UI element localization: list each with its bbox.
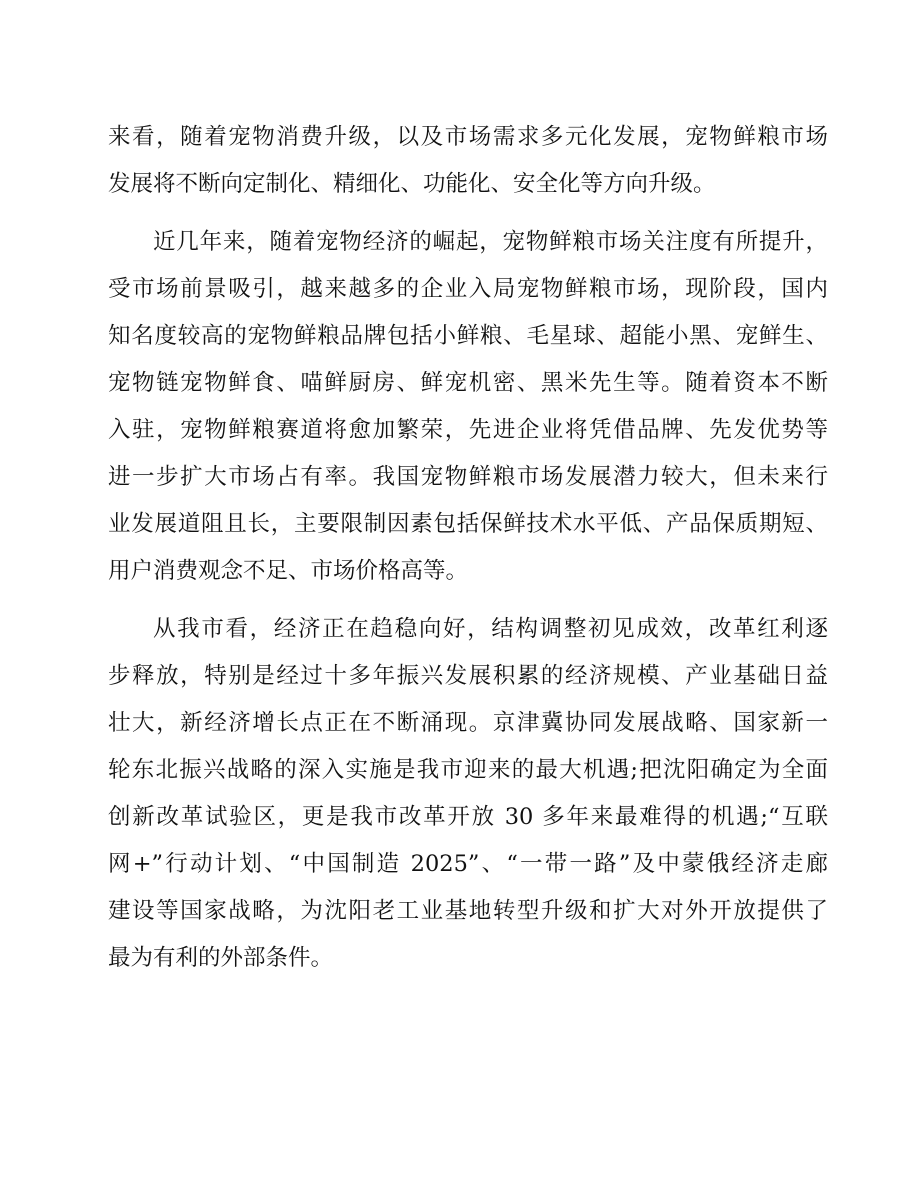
text-line: 网+”行动计划、“中国制造 2025”、“一带一路”及中蒙俄经济走廊 <box>108 851 828 877</box>
text-line: 受市场前景吸引，越来越多的企业入局宠物鲜粮市场，现阶段，国内 <box>108 276 828 302</box>
text-line: 进一步扩大市场占有率。我国宠物鲜粮市场发展潜力较大，但未来行 <box>108 464 828 490</box>
text-line: 发展将不断向定制化、精细化、功能化、安全化等方向升级。 <box>108 171 716 197</box>
text-line: 近几年来，随着宠物经济的崛起，宠物鲜粮市场关注度有所提升， <box>153 229 828 255</box>
text-line: 步释放，特别是经过十多年振兴发展积累的经济规模、产业基础日益 <box>108 663 828 689</box>
paragraph-2 <box>108 219 828 595</box>
paragraph-gap <box>108 595 828 606</box>
text-line: 用户消费观念不足、市场价格高等。 <box>108 558 469 584</box>
paragraph-1 <box>108 114 828 208</box>
paragraph-3 <box>108 606 828 982</box>
text-line: 知名度较高的宠物鲜粮品牌包括小鲜粮、毛星球、超能小黑、宠鲜生、 <box>108 323 828 349</box>
text-line: 宠物链宠物鲜食、喵鲜厨房、鲜宠机密、黑米先生等。随着资本不断 <box>108 370 828 396</box>
document-body <box>108 114 828 982</box>
text-line: 轮东北振兴战略的深入实施是我市迎来的最大机遇;把沈阳确定为全面 <box>108 757 828 783</box>
text-line: 建设等国家战略，为沈阳老工业基地转型升级和扩大对外开放提供了 <box>108 898 828 924</box>
paragraph-gap <box>108 208 828 219</box>
text-line: 最为有利的外部条件。 <box>108 945 334 971</box>
text-line: 业发展道阻且长，主要限制因素包括保鲜技术水平低、产品保质期短、 <box>108 511 828 537</box>
text-line: 创新改革试验区，更是我市改革开放 30 多年来最难得的机遇;“互联 <box>108 804 828 830</box>
text-line: 来看，随着宠物消费升级，以及市场需求多元化发展，宠物鲜粮市场 <box>108 124 828 150</box>
text-line: 壮大，新经济增长点正在不断涌现。京津冀协同发展战略、国家新一 <box>108 710 828 736</box>
text-line: 入驻，宠物鲜粮赛道将愈加繁荣，先进企业将凭借品牌、先发优势等 <box>108 417 828 443</box>
text-line: 从我市看，经济正在趋稳向好，结构调整初见成效，改革红利逐 <box>153 616 828 642</box>
